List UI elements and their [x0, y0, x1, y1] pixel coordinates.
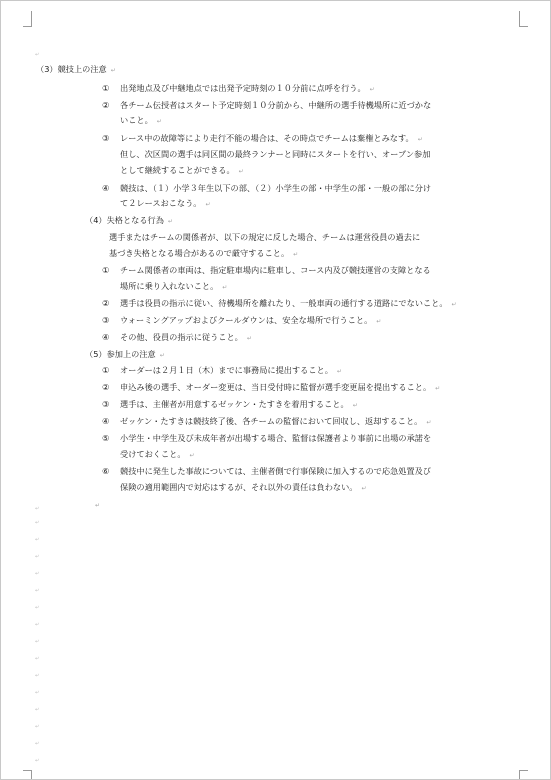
crop-mark-bottom-right: [519, 770, 528, 779]
list-item-text: 場所に乗り入れないこと。 ↵: [120, 281, 228, 291]
list-number: ⑤: [102, 433, 110, 443]
list-item-text: 選手は役員の指示に従い、待機場所を離れたり、一般車両の通行する道路にでないこと。 ↵: [120, 298, 457, 308]
list-number: ④: [102, 183, 110, 193]
empty-paragraph-marks: ↵ ↵ ↵ ↵ ↵ ↵ ↵ ↵ ↵ ↵ ↵ ↵ ↵ ↵ ↵ ↵ ↵: [35, 52, 40, 764]
list-item-text: 保険の適用範囲内で対応はするが、それ以外の責任は負わない。 ↵: [120, 482, 367, 492]
list-item-text: 競技中に発生した事故については、主催者側で行事保険に加入するので応急処置及び: [120, 466, 431, 476]
list-item-text: 申込み後の選手、オーダー変更は、当日受付時に監督が選手変更届を提出すること。 ↵: [120, 382, 441, 392]
list-item-text: 選手は、主催者が用意するゼッケン・たすきを着用すること。 ↵: [120, 399, 358, 409]
list-number: ②: [102, 382, 110, 392]
list-number: ①: [102, 365, 110, 375]
list-number: ④: [102, 416, 110, 426]
section4-heading: （4）失格となる行為 ↵: [85, 215, 173, 225]
list-item-text: 出発地点及び中継地点では出発予定時刻の１０分前に点呼を行う。 ↵: [120, 83, 375, 93]
list-item-text: チーム関係者の車両は、指定駐車場内に駐車し、コース内及び競技運営の支障となる: [120, 265, 431, 275]
list-number: ①: [102, 265, 110, 275]
list-item-text: 各チーム伝授者はスタート予定時刻１０分前から、中継所の選手待機場所に近づかな: [120, 100, 432, 110]
crop-mark-top-right: [519, 11, 528, 27]
list-number: ②: [102, 100, 110, 110]
list-item-text: て２レースおこなう。 ↵: [120, 198, 211, 208]
section3-heading: （3）競技上の注意 ↵: [36, 64, 116, 74]
section5-heading: （5）参加上の注意 ↵: [85, 349, 165, 359]
empty-paragraph: ↵: [95, 502, 101, 509]
crop-mark-bottom-left: [23, 770, 32, 779]
list-number: ③: [102, 315, 110, 325]
list-number: ③: [102, 399, 110, 409]
list-item-text: いこと。 ↵: [120, 115, 162, 125]
list-item-text: 受けておくこと。 ↵: [120, 449, 195, 459]
list-item-text: オーダーは２月１日（木）までに事務局に提出すること。 ↵: [120, 365, 342, 375]
section4-intro: 基づき失格となる場合があるので厳守すること。 ↵: [109, 248, 299, 258]
list-number: ①: [102, 83, 110, 93]
list-item-text: 競技は、（１）小学３年生以下の部、（２）小学生の部・中学生の部・一般の部に分け: [120, 183, 432, 193]
list-number: ④: [102, 332, 110, 342]
list-item-text: ウォーミングアップおよびクールダウンは、安全な場所で行うこと。 ↵: [120, 315, 382, 325]
list-item-text: 但し、次区間の選手は同区間の最終ランナーと同時にスタートを行い、オープン参加: [120, 149, 431, 159]
list-item-text: として継続することができる。 ↵: [120, 165, 244, 175]
list-number: ⑥: [102, 466, 110, 476]
list-number: ②: [102, 298, 110, 308]
section4-intro: 選手またはチームの関係者が、以下の規定に反した場合、チームは運営役員の過去に: [109, 232, 421, 242]
list-item-text: レース中の故障等により走行不能の場合は、その時点でチームは棄権とみなす。 ↵: [120, 133, 423, 143]
list-item-text: 小学生・中学生及び未成年者が出場する場合、監督は保護者より事前に出場の承諾を: [120, 433, 432, 443]
crop-mark-top-left: [23, 11, 32, 27]
list-item-text: その他、役員の指示に従うこと。 ↵: [120, 332, 252, 342]
list-item-text: ゼッケン・たすきは競技終了後、各チームの監督において回収し、返却すること。 ↵: [120, 416, 432, 426]
list-number: ③: [102, 133, 110, 143]
